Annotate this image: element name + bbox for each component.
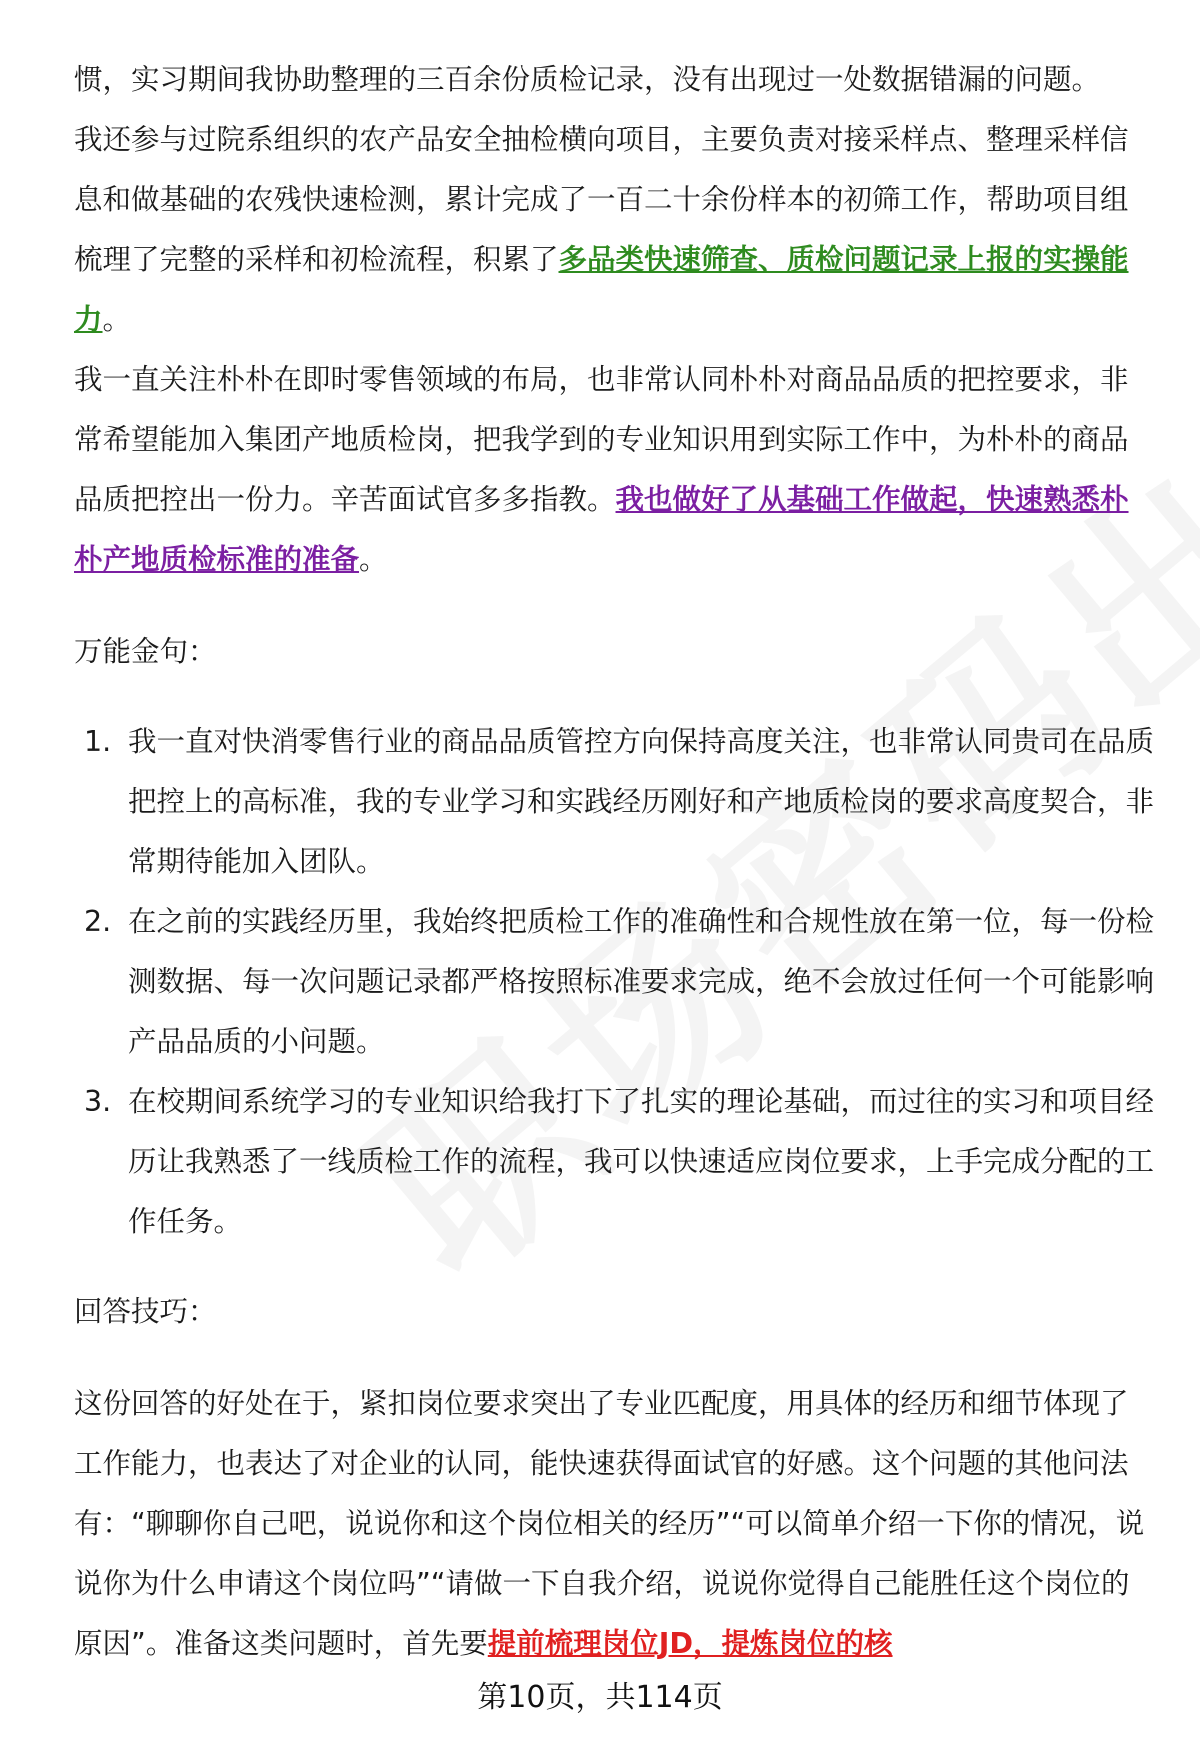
- page-footer: 第10页，共114页: [477, 1680, 723, 1715]
- answer-tips-label: 回答技巧：: [74, 1295, 217, 1328]
- list-item: [74, 892, 1154, 1072]
- document-body: [74, 50, 1154, 1674]
- list-item: [74, 712, 1154, 892]
- list-item-text: 在之前的实践经历里，我始终把质检工作的准确性和合规性放在第一位，每一份检测数据、每一次问题记录都严格按照标准要求完成，绝不会放过任何一个可能影响产品品质的小问题。: [128, 905, 1155, 1058]
- golden-sentences-label: 万能金句：: [74, 635, 217, 668]
- intro-line-1: 惯，实习期间我协助整理的三百余份质检记录，没有出现过一处数据错漏的问题。: [74, 63, 1101, 96]
- green-highlight-text: 多品类快速筛查、质检问题记录上报的实操能力: [74, 243, 1129, 336]
- list-number: 2.: [84, 905, 112, 938]
- red-highlight-text: 提前梳理岗位JD，提炼岗位的核: [487, 1627, 893, 1660]
- intro-paragraph-2: [74, 110, 1154, 350]
- list-item-text: 在校期间系统学习的专业知识给我打下了扎实的理论基础，而过往的实习和项目经历让我熟悉了一线质检工作的流程，我可以快速适应岗位要求，上手完成分配的工作任务。: [128, 1085, 1155, 1238]
- list-number: 3.: [84, 1085, 112, 1118]
- paragraph-end: 。: [359, 543, 388, 576]
- purple-highlight-text: 我也做好了从基础工作做起，快速熟悉朴朴产地质检标准的准备: [74, 483, 1129, 576]
- intro-paragraph-3: [74, 350, 1154, 590]
- paragraph-text: 我一直关注朴朴在即时零售领域的布局，也非常认同朴朴对商品品质的把控要求，非常希望能加入集团产地质检岗，把我学到的专业知识用到实际工作中，为朴朴的商品品质把控出一份力。辛苦面试官多多指教。: [74, 363, 1129, 516]
- golden-sentences-list: [74, 712, 1154, 1252]
- list-item: [74, 1072, 1154, 1252]
- answer-tips-paragraph: [74, 1374, 1154, 1674]
- list-number: 1.: [84, 725, 112, 758]
- paragraph-text: 这份回答的好处在于，紧扣岗位要求突出了专业匹配度，用具体的经历和细节体现了工作能力，也表达了对企业的认同，能快速获得面试官的好感。这个问题的其他问法有：“聊聊你自己吧，说说你和这个岗位相关的经历”“可以简单介绍一下你的情况，说说你为什么申请这个岗位吗”“请做一下自我介绍，说说你觉得自己能胜任这个岗位的原因”。准备这类问题时，首先要: [74, 1387, 1145, 1660]
- list-item-text: 我一直对快消零售行业的商品品质管控方向保持高度关注，也非常认同贵司在品质把控上的高标准，我的专业学习和实践经历刚好和产地质检岗的要求高度契合，非常期待能加入团队。: [128, 725, 1155, 878]
- paragraph-end: 。: [102, 303, 132, 336]
- paragraph-text: 我还参与过院系组织的农产品安全抽检横向项目，主要负责对接采样点、整理采样信息和做基础的农残快速检测，累计完成了一百二十余份样本的初筛工作，帮助项目组梳理了完整的采样和初检流程，积累了: [74, 123, 1129, 276]
